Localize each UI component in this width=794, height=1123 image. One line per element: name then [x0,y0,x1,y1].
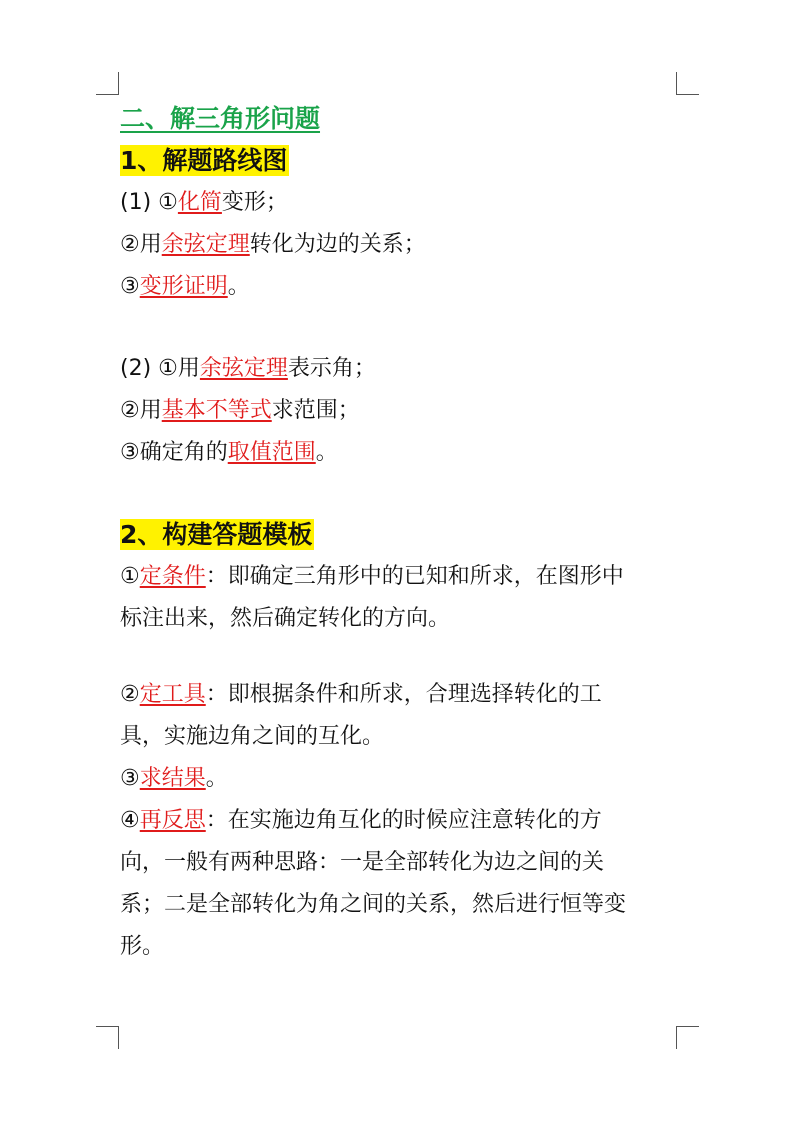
step1-line-a [120,556,680,598]
step1-line-b [120,598,680,640]
part1-heading [120,140,680,182]
line-suffix: 求范围； [271,398,360,423]
line-suffix: 转化为边的关系； [249,232,426,257]
step-text: 向，一般有两种思路：一是全部转化为边之间的关 [120,850,605,875]
corner-mark-bottom-left [96,1026,119,1049]
document-body [120,96,680,968]
corner-mark-top-left [96,72,119,95]
key-term: 变形证明 [139,274,228,299]
key-term: 定条件 [139,564,206,589]
step-text: ：即确定三角形中的已知和所求，在图形中 [205,564,624,589]
key-term: 余弦定理 [199,356,288,381]
group2-line2 [120,390,680,432]
step3-line [120,758,680,800]
line-prefix: ③确定角的 [120,440,228,465]
key-term: 余弦定理 [161,232,250,257]
key-term: 化简 [177,190,222,215]
corner-mark-bottom-right [676,1026,699,1049]
key-term: 再反思 [139,808,206,833]
group2-line1 [120,348,680,390]
step4-line-c [120,884,680,926]
line-prefix: ②用 [120,398,162,423]
part2-heading [120,514,680,556]
group1-line3 [120,266,680,308]
line-suffix: 变形； [221,190,288,215]
step4-line-b [120,842,680,884]
section-title: 二、解三角形问题 [120,104,321,133]
step2-line-a [120,674,680,716]
step-text: 系；二是全部转化为角之间的关系，然后进行恒等变 [120,892,627,917]
line-prefix: (1) ① [120,190,178,215]
step4-line-d [120,926,680,968]
line-prefix: (2) ①用 [120,356,200,381]
blank-line [120,308,680,348]
blank-line [120,640,680,674]
step-prefix: ② [120,682,140,707]
step-text: ：即根据条件和所求，合理选择转化的工 [205,682,602,707]
blank-line [120,474,680,514]
step-text: 具，实施边角之间的互化。 [120,724,385,749]
line-suffix: 。 [227,274,250,299]
key-term: 求结果 [139,766,206,791]
step-text: ：在实施边角互化的时候应注意转化的方 [205,808,602,833]
key-term: 定工具 [139,682,206,707]
step2-line-b [120,716,680,758]
group1-line2 [120,224,680,266]
part1-heading-text: 1、解题路线图 [120,146,288,175]
key-term: 取值范围 [227,440,316,465]
step-text: 标注出来，然后确定转化的方向。 [120,606,451,631]
step-prefix: ④ [120,808,140,833]
step-prefix: ① [120,564,140,589]
line-suffix: 表示角； [287,356,376,381]
line-suffix: 。 [315,440,338,465]
step4-line-a [120,800,680,842]
step-suffix: 。 [205,766,228,791]
line-prefix: ②用 [120,232,162,257]
key-term: 基本不等式 [161,398,272,423]
corner-mark-top-right [676,72,699,95]
step-prefix: ③ [120,766,140,791]
line-prefix: ③ [120,274,140,299]
step-text: 形。 [120,934,165,959]
group2-line3 [120,432,680,474]
group1-line1 [120,182,680,224]
part2-heading-text: 2、构建答题模板 [120,520,313,549]
